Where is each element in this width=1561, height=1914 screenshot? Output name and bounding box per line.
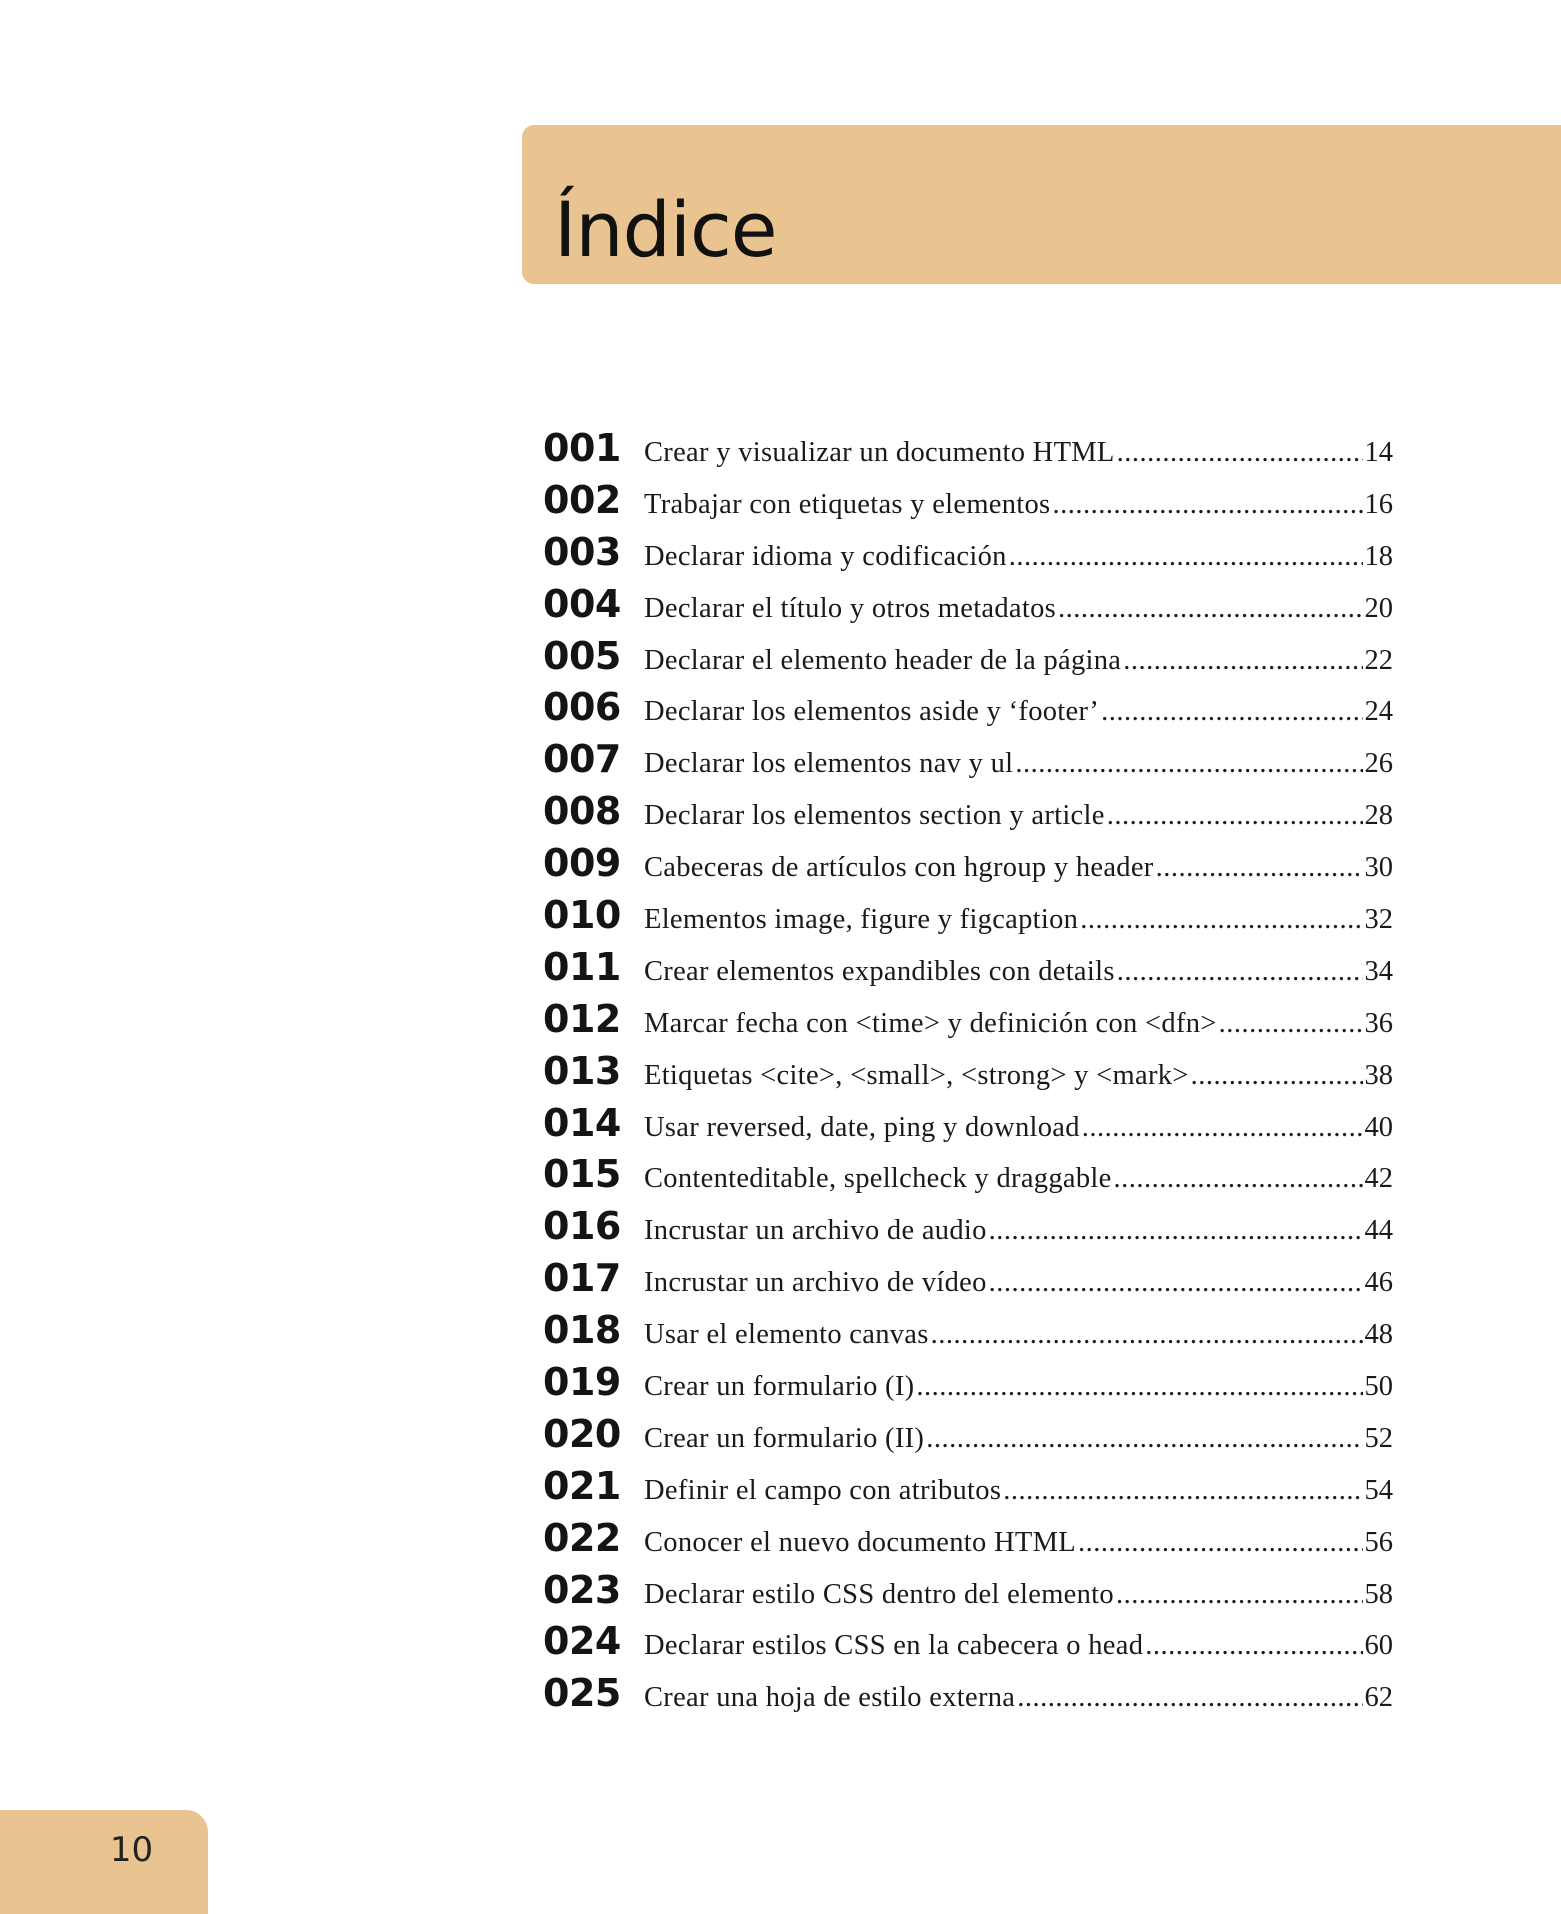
toc-entry[interactable] xyxy=(543,1101,1393,1153)
entry-page: 22 xyxy=(1364,644,1393,676)
entry-number: 018 xyxy=(543,1308,621,1353)
entry-number: 024 xyxy=(543,1619,621,1664)
dot-leader xyxy=(1078,1527,1363,1559)
entry-page: 30 xyxy=(1364,852,1393,884)
entry-title: Etiquetas <cite>, <small>, <strong> y <mark> xyxy=(644,1059,1189,1091)
dot-leader xyxy=(1058,593,1362,625)
toc-entry[interactable] xyxy=(543,945,1393,997)
entry-page: 26 xyxy=(1364,748,1393,780)
entry-title: Definir el campo con atributos xyxy=(644,1474,1002,1506)
toc-entry[interactable] xyxy=(543,789,1393,841)
dot-leader xyxy=(1107,800,1363,832)
dot-leader xyxy=(926,1423,1362,1455)
dot-leader xyxy=(1116,1579,1363,1611)
toc-entry[interactable] xyxy=(543,1256,1393,1308)
toc-entry[interactable] xyxy=(543,1464,1393,1516)
entry-number: 011 xyxy=(543,944,621,989)
entry-page: 44 xyxy=(1364,1215,1393,1247)
dot-leader xyxy=(1009,541,1363,573)
entry-title: Contenteditable, spellcheck y draggable xyxy=(644,1163,1112,1195)
entry-number: 004 xyxy=(543,581,621,626)
entry-title: Usar el elemento canvas xyxy=(644,1319,929,1351)
dot-leader xyxy=(1080,904,1362,936)
entry-title: Crear una hoja de estilo externa xyxy=(644,1682,1016,1714)
toc-entry[interactable] xyxy=(543,1568,1393,1620)
dot-leader xyxy=(1117,956,1363,988)
dot-leader xyxy=(989,1267,1363,1299)
entry-title: Marcar fecha con <time> y definición con <dfn> xyxy=(644,1007,1217,1039)
entry-page: 32 xyxy=(1364,904,1393,936)
entry-number: 020 xyxy=(543,1411,621,1456)
page-number: 10 xyxy=(109,1830,154,1870)
entry-title: Cabeceras de artículos con hgroup y header xyxy=(644,852,1154,884)
entry-number: 023 xyxy=(543,1567,621,1612)
toc-entry[interactable] xyxy=(543,1619,1393,1671)
entry-number: 014 xyxy=(543,1100,621,1145)
dot-leader xyxy=(1123,645,1362,677)
entry-page: 36 xyxy=(1364,1007,1393,1039)
entry-number: 019 xyxy=(543,1360,621,1405)
entry-number: 015 xyxy=(543,1152,621,1197)
dot-leader xyxy=(1082,1112,1363,1144)
entry-number: 012 xyxy=(543,996,621,1041)
entry-page: 40 xyxy=(1364,1111,1393,1143)
entry-page: 16 xyxy=(1364,488,1393,520)
entry-title: Declarar los elementos section y article xyxy=(644,800,1105,832)
entry-title: Declarar idioma y codificación xyxy=(644,540,1007,572)
toc-entry[interactable] xyxy=(543,1049,1393,1101)
entry-number: 006 xyxy=(543,685,621,730)
page-title: Índice xyxy=(554,185,777,274)
entry-number: 009 xyxy=(543,841,621,886)
entry-number: 003 xyxy=(543,529,621,574)
entry-page: 46 xyxy=(1364,1267,1393,1299)
toc-entry[interactable] xyxy=(543,1152,1393,1204)
toc-entry[interactable] xyxy=(543,426,1393,478)
dot-leader xyxy=(1117,437,1363,469)
entry-title: Usar reversed, date, ping y download xyxy=(644,1111,1080,1143)
entry-number: 016 xyxy=(543,1204,621,1249)
dot-leader xyxy=(916,1371,1362,1403)
toc-entry[interactable] xyxy=(543,1204,1393,1256)
dot-leader xyxy=(1017,1682,1362,1714)
dot-leader xyxy=(1101,696,1362,728)
entry-page: 42 xyxy=(1364,1163,1393,1195)
entry-page: 28 xyxy=(1364,800,1393,832)
toc-entry[interactable] xyxy=(543,1671,1393,1723)
entry-page: 50 xyxy=(1364,1371,1393,1403)
toc-entry[interactable] xyxy=(543,841,1393,893)
entry-title: Declarar los elementos aside y ‘footer’ xyxy=(644,696,1100,728)
entry-title: Crear y visualizar un documento HTML xyxy=(644,437,1115,468)
dot-leader xyxy=(1191,1060,1363,1092)
toc-entry[interactable] xyxy=(543,1308,1393,1360)
dot-leader xyxy=(989,1215,1363,1247)
entry-page: 38 xyxy=(1364,1059,1393,1091)
entry-page: 56 xyxy=(1364,1526,1393,1558)
toc-entry[interactable] xyxy=(543,478,1393,530)
entry-title: Elementos image, figure y figcaption xyxy=(644,904,1079,936)
toc-entry[interactable] xyxy=(543,530,1393,582)
entry-page: 62 xyxy=(1364,1682,1393,1714)
entry-title: Declarar el elemento header de la página xyxy=(644,644,1122,676)
entry-number: 007 xyxy=(543,737,621,782)
entry-number: 025 xyxy=(543,1671,621,1716)
toc-entry[interactable] xyxy=(543,1516,1393,1568)
entry-number: 002 xyxy=(543,477,621,522)
entry-title: Declarar estilos CSS en la cabecera o head xyxy=(644,1630,1144,1662)
entry-title: Crear elementos expandibles con details xyxy=(644,955,1115,987)
entry-page: 54 xyxy=(1364,1474,1393,1506)
toc-entry[interactable] xyxy=(543,634,1393,686)
entry-title: Declarar el título y otros metadatos xyxy=(644,592,1057,624)
entry-number: 021 xyxy=(543,1463,621,1508)
entry-page: 52 xyxy=(1364,1422,1393,1454)
entry-page: 24 xyxy=(1364,696,1393,728)
entry-page: 60 xyxy=(1364,1630,1393,1662)
dot-leader xyxy=(931,1319,1363,1351)
toc-entry[interactable] xyxy=(543,997,1393,1049)
entry-title: Crear un formulario (I) xyxy=(644,1371,915,1403)
entry-page: 20 xyxy=(1364,592,1393,624)
toc-entry[interactable] xyxy=(543,1360,1393,1412)
entry-number: 022 xyxy=(543,1515,621,1560)
entry-number: 008 xyxy=(543,789,621,834)
toc-entry[interactable] xyxy=(543,737,1393,789)
entry-number: 017 xyxy=(543,1256,621,1301)
dot-leader xyxy=(1052,489,1362,521)
table-of-contents xyxy=(543,426,1393,1723)
entry-number: 005 xyxy=(543,633,621,678)
entry-title: Crear un formulario (II) xyxy=(644,1422,925,1454)
toc-entry[interactable] xyxy=(543,893,1393,945)
dot-leader xyxy=(1015,748,1362,780)
dot-leader xyxy=(1114,1163,1363,1195)
entry-number: 010 xyxy=(543,893,621,938)
entry-title: Trabajar con etiquetas y elementos xyxy=(644,488,1051,520)
entry-title: Incrustar un archivo de audio xyxy=(644,1215,987,1247)
entry-title: Declarar los elementos nav y ul xyxy=(644,748,1014,780)
entry-title: Conocer el nuevo documento HTML xyxy=(644,1526,1076,1558)
dot-leader xyxy=(1003,1475,1362,1507)
dot-leader xyxy=(1145,1630,1362,1662)
toc-entry[interactable] xyxy=(543,582,1393,634)
entry-number: 013 xyxy=(543,1048,621,1093)
entry-page: 58 xyxy=(1364,1578,1393,1610)
toc-entry[interactable] xyxy=(543,1412,1393,1464)
entry-page: 48 xyxy=(1364,1319,1393,1351)
entry-title: Incrustar un archivo de vídeo xyxy=(644,1267,987,1299)
entry-page: 18 xyxy=(1364,540,1393,572)
entry-page: 34 xyxy=(1364,955,1393,987)
dot-leader xyxy=(1156,852,1363,884)
toc-entry[interactable] xyxy=(543,685,1393,737)
entry-number: 001 xyxy=(543,426,621,470)
entry-page: 14 xyxy=(1364,437,1393,468)
dot-leader xyxy=(1219,1008,1363,1040)
entry-title: Declarar estilo CSS dentro del elemento xyxy=(644,1578,1114,1610)
